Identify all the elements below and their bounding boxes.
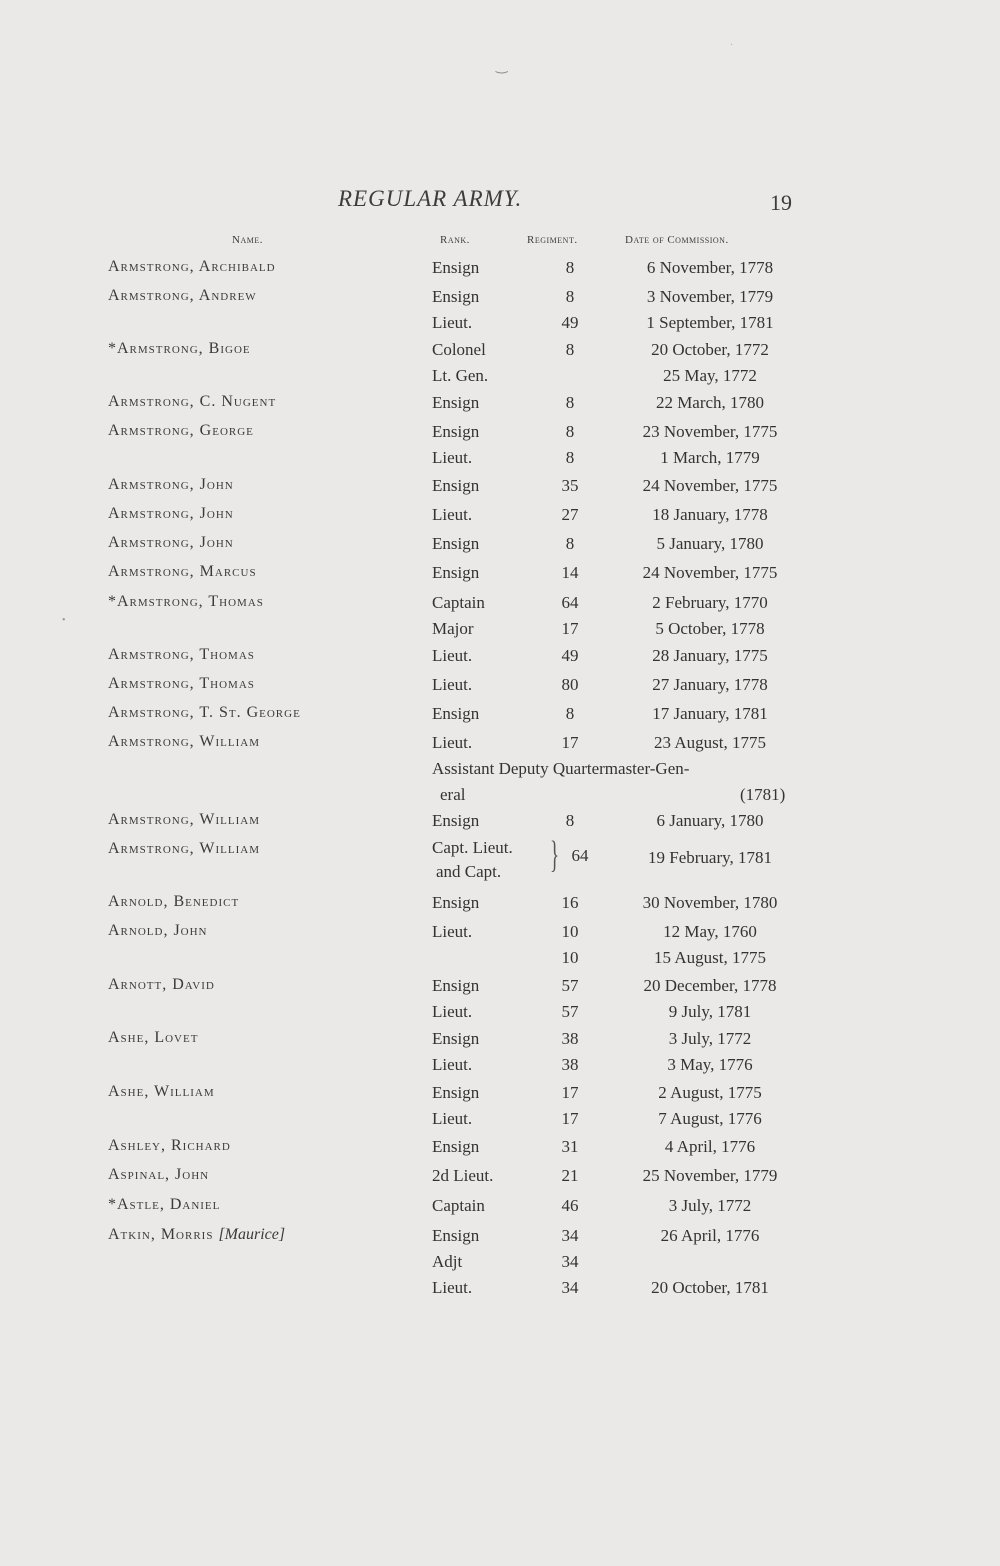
appointment-note-cont: eral	[440, 785, 466, 804]
rank-cell: Colonel	[432, 340, 486, 359]
rank-cell: Lieut.	[432, 675, 473, 694]
commission-line	[0, 313, 1000, 339]
officer-name-text: Armstrong, John	[108, 534, 234, 551]
officer-name-text: Aspinal, John	[108, 1166, 210, 1183]
rank-cell: Lieut.	[432, 313, 473, 332]
date-cell: 23 August, 1775	[654, 733, 766, 752]
date-cell: 12 May, 1760	[663, 922, 757, 941]
officer-name-text: Armstrong, George	[108, 422, 254, 439]
rank-cell: Ensign	[432, 1137, 480, 1156]
rank-cell: Lieut.	[432, 505, 473, 524]
regiment-cell: 8	[565, 704, 575, 723]
regiment-cell: 35	[561, 476, 579, 495]
commission-line	[0, 922, 1000, 948]
regiment-cell: 21	[561, 1166, 579, 1185]
appointment-note: Assistant Deputy Quartermaster-Gen-	[432, 759, 690, 778]
commission-line	[0, 1109, 1000, 1135]
officer-name-text: Armstrong, John	[108, 505, 234, 522]
date-cell: 15 August, 1775	[654, 948, 766, 967]
date-cell: 20 October, 1772	[651, 340, 769, 359]
date-cell: 5 January, 1780	[656, 534, 764, 553]
rank-cell: Ensign	[432, 563, 480, 582]
rank-cell: Ensign	[432, 287, 480, 306]
commission-line	[0, 1166, 1000, 1192]
date-cell: 28 January, 1775	[652, 646, 768, 665]
officer-name-text: Atkin, Morris	[108, 1226, 214, 1243]
rank-cell: Lieut.	[432, 1002, 473, 1021]
rank-cell: Captain	[432, 1196, 485, 1215]
officer-name-text: Arnott, David	[108, 976, 215, 993]
date-cell: 7 August, 1776	[658, 1109, 762, 1128]
regiment-cell: 34	[561, 1252, 579, 1271]
date-cell: 20 December, 1778	[643, 976, 777, 995]
date-cell: 1 September, 1781	[646, 313, 774, 332]
rank-cell: 2d Lieut.	[432, 1166, 494, 1185]
regiment-cell: 57	[561, 1002, 579, 1021]
date-cell: 2 August, 1775	[658, 1083, 762, 1102]
date-cell: 1 March, 1779	[660, 448, 760, 467]
rank-cell: Lieut.	[432, 1278, 473, 1297]
rank-cell: Lieut.	[432, 922, 473, 941]
officer-name-text: Ashe, William	[108, 1083, 215, 1100]
column-header-regiment: Regiment.	[527, 234, 578, 246]
commission-line	[0, 976, 1000, 1002]
regiment-cell: 8	[565, 340, 575, 359]
rank-cell: Lt. Gen.	[432, 366, 489, 385]
rank-cell: Lieut.	[432, 1109, 473, 1128]
commission-line	[0, 704, 1000, 730]
officer-name-text: Armstrong, C. Nugent	[108, 393, 277, 410]
commission-line	[0, 448, 1000, 474]
date-cell: 18 January, 1778	[652, 505, 768, 524]
regiment-cell: 16	[561, 893, 579, 912]
officer-name-text: *Armstrong, Thomas	[108, 593, 264, 610]
officer-name-text: Armstrong, Thomas	[108, 646, 255, 663]
regiment-cell: 8	[565, 422, 575, 441]
rank-cell: Ensign	[432, 393, 480, 412]
regiment-cell: 38	[561, 1029, 579, 1048]
rank-cell: Ensign	[432, 422, 480, 441]
commission-line	[0, 1083, 1000, 1109]
date-cell: 25 November, 1779	[642, 1166, 778, 1185]
regiment-cell: 46	[561, 1196, 579, 1215]
officer-name-text: Armstrong, Andrew	[108, 287, 257, 304]
officer-name-text: Armstrong, John	[108, 476, 234, 493]
date-cell: 3 July, 1772	[668, 1029, 752, 1048]
date-cell: 25 May, 1772	[663, 366, 757, 385]
commission-line	[0, 340, 1000, 366]
officer-name-text: Armstrong, William	[108, 840, 260, 857]
rank-cell: Ensign	[432, 1226, 480, 1245]
date-cell: 26 April, 1776	[660, 1226, 760, 1245]
regiment-cell: 8	[565, 258, 575, 277]
regiment-cell: 64	[571, 846, 589, 865]
rank-cell: Lieut.	[432, 646, 473, 665]
commission-line	[0, 1029, 1000, 1055]
regiment-cell: 8	[565, 448, 575, 467]
officer-name-text: Armstrong, Archibald	[108, 258, 276, 275]
commission-line	[0, 733, 1000, 759]
commission-line	[0, 619, 1000, 645]
date-cell: 23 November, 1775	[642, 422, 778, 441]
name-variant-note: [Maurice]	[218, 1226, 286, 1243]
commission-line	[0, 393, 1000, 419]
commission-line	[0, 1055, 1000, 1081]
regiment-cell: 17	[561, 1083, 579, 1102]
commission-line	[0, 893, 1000, 919]
rank-cell: Ensign	[432, 1083, 480, 1102]
regiment-cell: 27	[561, 505, 579, 524]
regiment-cell: 80	[561, 675, 579, 694]
rank-cell: Lieut.	[432, 448, 473, 467]
regiment-cell: 8	[565, 811, 575, 830]
rank-cell: Major	[432, 619, 474, 638]
officer-name-text: Armstrong, T. St. George	[108, 704, 301, 721]
date-cell: 3 July, 1772	[668, 1196, 752, 1215]
rank-cell: and Capt.	[436, 862, 502, 881]
column-header-rank: Rank.	[440, 234, 470, 246]
commission-line	[0, 287, 1000, 313]
page-number: 19	[770, 190, 792, 215]
commission-line	[0, 258, 1000, 284]
column-header-date: Date of Commission.	[625, 234, 729, 246]
commission-line	[0, 675, 1000, 701]
commission-line	[0, 1196, 1000, 1222]
officer-name-text: Armstrong, William	[108, 733, 260, 750]
date-cell: 2 February, 1770	[652, 593, 768, 612]
regiment-cell: 34	[561, 1278, 579, 1297]
rank-cell: Adjt	[432, 1252, 463, 1271]
officer-name-text: Arnold, Benedict	[108, 893, 240, 910]
date-cell: 3 May, 1776	[667, 1055, 753, 1074]
commission-line	[0, 476, 1000, 502]
commission-line	[0, 1002, 1000, 1028]
rank-cell: Ensign	[432, 893, 480, 912]
regiment-cell: 38	[561, 1055, 579, 1074]
commission-line	[0, 1278, 1000, 1304]
regiment-cell: 34	[561, 1226, 579, 1245]
commission-line	[0, 593, 1000, 619]
regiment-cell: 57	[561, 976, 579, 995]
officer-name	[108, 840, 260, 858]
rank-cell: Ensign	[432, 811, 480, 830]
date-cell: 5 October, 1778	[655, 619, 765, 638]
commission-line	[0, 505, 1000, 531]
date-cell: 27 January, 1778	[652, 675, 768, 694]
print-speck: ·	[730, 40, 734, 51]
date-cell: 24 November, 1775	[642, 563, 778, 582]
regiment-cell: 14	[561, 563, 579, 582]
date-cell: 30 November, 1780	[642, 893, 778, 912]
date-cell: 17 January, 1781	[652, 704, 768, 723]
regiment-cell: 8	[565, 393, 575, 412]
regiment-cell: 17	[561, 733, 579, 752]
date-cell: 24 November, 1775	[642, 476, 778, 495]
running-title: REGULAR ARMY.	[338, 186, 523, 211]
print-mark: ‿	[496, 59, 508, 74]
regiment-cell: 49	[561, 646, 579, 665]
officer-name-text: Ashe, Lovet	[108, 1029, 199, 1046]
commission-line	[0, 422, 1000, 448]
column-header-name: Name.	[232, 234, 263, 246]
commission-line	[0, 948, 1000, 974]
rank-cell: Ensign	[432, 704, 480, 723]
rank-cell: Lieut.	[432, 1055, 473, 1074]
rank-cell: Ensign	[432, 476, 480, 495]
commission-line	[0, 366, 1000, 392]
brace-mark: }	[550, 834, 560, 876]
date-cell: 3 November, 1779	[646, 287, 774, 306]
rank-cell: Lieut.	[432, 733, 473, 752]
date-cell: 20 October, 1781	[651, 1278, 769, 1297]
regiment-cell: 49	[561, 313, 579, 332]
officer-name-text: *Astle, Daniel	[108, 1196, 221, 1213]
regiment-cell: 17	[561, 1109, 579, 1128]
rank-cell: Capt. Lieut.	[432, 838, 513, 857]
regiment-cell: 17	[561, 619, 579, 638]
officer-name-text: Arnold, John	[108, 922, 208, 939]
rank-cell: Captain	[432, 593, 485, 612]
officer-name-text: *Armstrong, Bigoe	[108, 340, 251, 357]
commission-line	[0, 1226, 1000, 1252]
officer-name-text: Armstrong, Marcus	[108, 563, 257, 580]
commission-line	[0, 646, 1000, 672]
rank-cell: Ensign	[432, 258, 480, 277]
date-cell: 19 February, 1781	[647, 848, 772, 867]
commission-line	[0, 563, 1000, 589]
date-cell: 9 July, 1781	[668, 1002, 752, 1021]
commission-line	[0, 534, 1000, 560]
regiment-cell: 8	[565, 287, 575, 306]
officer-name-text: Armstrong, William	[108, 811, 260, 828]
commission-line	[0, 1137, 1000, 1163]
rank-cell: Ensign	[432, 976, 480, 995]
commission-line	[0, 1252, 1000, 1278]
officer-name-text: Ashley, Richard	[108, 1137, 231, 1154]
regiment-cell: 10	[561, 948, 579, 967]
officer-name-text: Armstrong, Thomas	[108, 675, 255, 692]
date-cell: 6 January, 1780	[656, 811, 764, 830]
commission-line	[0, 811, 1000, 837]
regiment-cell: 10	[561, 922, 579, 941]
regiment-cell: 64	[561, 593, 579, 612]
appointment-date: (1781)	[740, 785, 786, 804]
rank-cell: Ensign	[432, 1029, 480, 1048]
date-cell: 22 March, 1780	[655, 393, 765, 412]
rank-cell: Ensign	[432, 534, 480, 553]
date-cell: 6 November, 1778	[646, 258, 774, 277]
print-speck: •	[62, 615, 66, 626]
date-cell: 4 April, 1776	[664, 1137, 756, 1156]
regiment-cell: 31	[561, 1137, 579, 1156]
regiment-cell: 8	[565, 534, 575, 553]
